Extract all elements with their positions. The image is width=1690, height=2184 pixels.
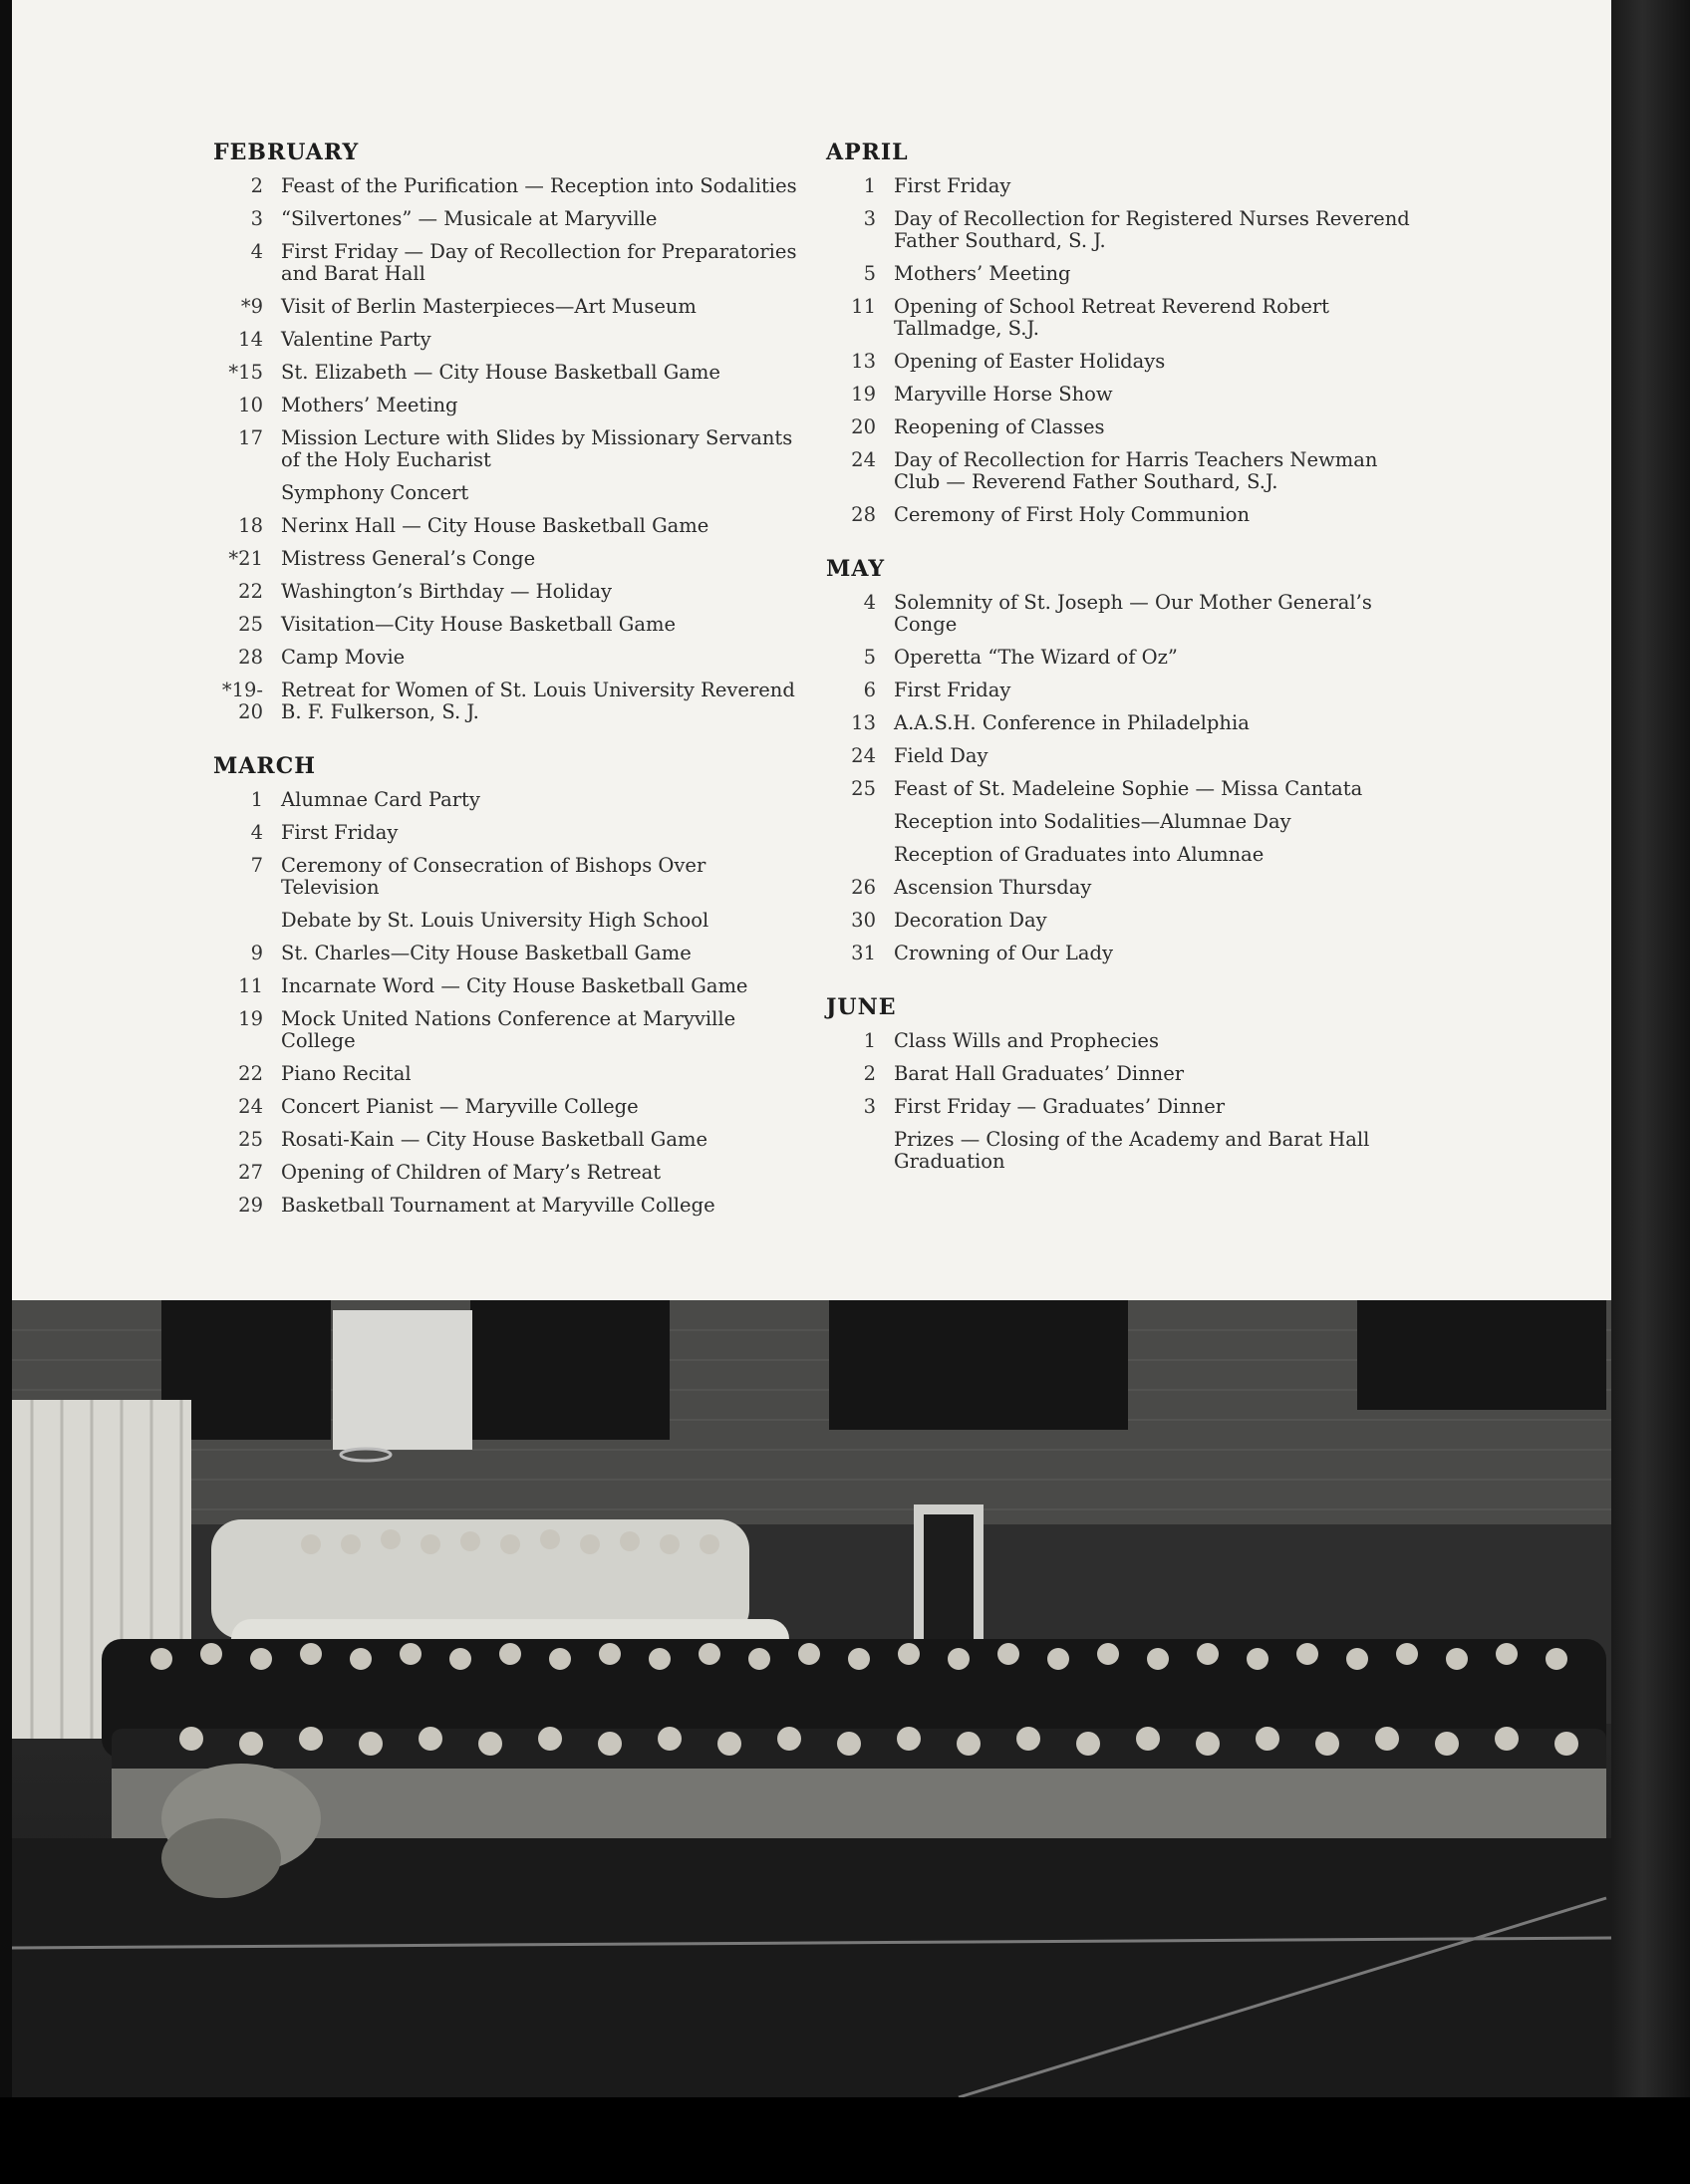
- entry-day: 11: [851, 295, 876, 318]
- entry-text: Ascension Thursday: [894, 876, 1092, 899]
- entry-day: 29: [238, 1194, 263, 1217]
- entry-text: Nerinx Hall — City House Basketball Game: [281, 514, 709, 537]
- calendar-entry: [814, 1096, 1422, 1118]
- entry-text: Field Day: [894, 744, 988, 767]
- entry-day: 10: [238, 394, 263, 416]
- entry-list: [814, 592, 1422, 964]
- calendar-entry: [814, 680, 1422, 701]
- entry-text: Prizes — Closing of the Academy and Barat Hall Graduation: [894, 1128, 1370, 1173]
- entry-day: 19: [238, 1007, 263, 1030]
- entry-day: 9: [250, 942, 263, 964]
- calendar-entry: [201, 241, 809, 285]
- entry-day: 4: [863, 591, 876, 614]
- calendar-entry: [814, 504, 1422, 526]
- entry-text: St. Charles—City House Basketball Game: [281, 942, 692, 964]
- calendar-entry: [814, 943, 1422, 964]
- entry-text: Solemnity of St. Joseph — Our Mother General’s Conge: [894, 591, 1372, 636]
- entry-day: 3: [250, 207, 263, 230]
- entry-day: 7: [250, 854, 263, 877]
- entry-day: 22: [238, 1062, 263, 1085]
- calendar-entry: [814, 296, 1422, 340]
- month-heading: MAY: [826, 556, 886, 582]
- basketball-backboard: [333, 1310, 472, 1450]
- calendar-entry: [814, 1063, 1422, 1085]
- entry-text: Debate by St. Louis University High School: [281, 909, 709, 932]
- calendar-entry: [201, 975, 809, 997]
- entry-day: 28: [238, 646, 263, 669]
- calendar-entry: [814, 844, 1422, 866]
- window: [470, 1300, 670, 1440]
- entry-text: Day of Recollection for Registered Nurses Reverend Father Southard, S. J.: [894, 207, 1410, 252]
- calendar-entry: [201, 515, 809, 537]
- entry-text: Class Wills and Prophecies: [894, 1029, 1159, 1052]
- calendar-entry: [814, 910, 1422, 932]
- calendar-entry: [201, 1096, 809, 1118]
- calendar-column-left: [201, 139, 809, 1246]
- calendar-entry: [814, 416, 1422, 438]
- calendar-entry: [201, 1162, 809, 1184]
- entry-day: [201, 910, 281, 932]
- entry-text: Mothers’ Meeting: [894, 262, 1071, 285]
- calendar-entry: [814, 811, 1422, 833]
- calendar-entry: [814, 175, 1422, 197]
- month-section: [814, 994, 1422, 1173]
- entry-list: [814, 1030, 1422, 1173]
- entry-text: St. Elizabeth — City House Basketball Game: [281, 361, 720, 384]
- entry-day: 17: [238, 426, 263, 449]
- entry-text: Mistress General’s Conge: [281, 547, 536, 570]
- entry-day: 18: [238, 514, 263, 537]
- yearbook-page: [12, 0, 1611, 2097]
- calendar-entry: [814, 449, 1422, 493]
- entry-day: 25: [851, 777, 876, 800]
- entry-list: [201, 789, 809, 1217]
- calendar-entry: [201, 208, 809, 230]
- entry-day: 24: [238, 1095, 263, 1118]
- month-heading: APRIL: [826, 139, 909, 165]
- entry-text: Basketball Tournament at Maryville College: [281, 1194, 715, 1217]
- entry-day: 20: [851, 415, 876, 438]
- month-section: [201, 139, 809, 723]
- entry-day: [814, 811, 894, 833]
- entry-text: Symphony Concert: [281, 481, 469, 504]
- entry-text: Mothers’ Meeting: [281, 394, 458, 416]
- calendar-entry: [814, 263, 1422, 285]
- entry-day: 22: [238, 580, 263, 603]
- entry-day: 4: [250, 821, 263, 844]
- calendar-entry: [201, 1008, 809, 1052]
- entry-day: 5: [863, 646, 876, 669]
- entry-text: First Friday — Graduates’ Dinner: [894, 1095, 1226, 1118]
- entry-text: First Friday: [281, 821, 399, 844]
- calendar-entry: [201, 789, 809, 811]
- entry-text: First Friday: [894, 679, 1011, 701]
- entry-text: Ceremony of Consecration of Bishops Over Television: [281, 854, 706, 899]
- entry-day: [201, 482, 281, 504]
- entry-text: First Friday: [894, 174, 1011, 197]
- entry-day: 30: [851, 909, 876, 932]
- calendar-entry: [201, 910, 809, 932]
- calendar-entry: [201, 1129, 809, 1151]
- calendar-entry: [201, 395, 809, 416]
- entry-text: Operetta “The Wizard of Oz”: [894, 646, 1178, 669]
- entry-day: 25: [238, 613, 263, 636]
- gymnasium-group-photo: [12, 1300, 1611, 2097]
- entry-day: *9: [240, 295, 263, 318]
- entry-list: [201, 175, 809, 723]
- entry-text: Piano Recital: [281, 1062, 412, 1085]
- entry-day: 1: [863, 174, 876, 197]
- entry-day: 19: [851, 383, 876, 406]
- entry-text: A.A.S.H. Conference in Philadelphia: [894, 711, 1250, 734]
- calendar-entry: [201, 647, 809, 669]
- calendar-entry: [814, 351, 1422, 373]
- calendar-entry: [814, 778, 1422, 800]
- calendar-entry: [201, 362, 809, 384]
- entry-day: *19-20: [221, 679, 263, 723]
- entry-text: Valentine Party: [281, 328, 431, 351]
- entry-text: Retreat for Women of St. Louis University Reverend B. F. Fulkerson, S. J.: [281, 679, 795, 723]
- calendar-entry: [814, 712, 1422, 734]
- month-section: [814, 139, 1422, 526]
- month-section: [201, 753, 809, 1217]
- entry-text: Rosati-Kain — City House Basketball Game: [281, 1128, 708, 1151]
- entry-text: Alumnae Card Party: [281, 788, 480, 811]
- window: [829, 1300, 1128, 1430]
- entry-day: 24: [851, 744, 876, 767]
- scan-border: [0, 2097, 1690, 2184]
- entry-text: “Silvertones” — Musicale at Maryville: [281, 207, 658, 230]
- month-heading: MARCH: [213, 753, 317, 779]
- entry-day: *21: [228, 547, 263, 570]
- window: [1357, 1300, 1606, 1410]
- calendar-entry: [814, 208, 1422, 252]
- entry-text: Visitation—City House Basketball Game: [281, 613, 676, 636]
- entry-day: [814, 844, 894, 866]
- calendar-column-right: [814, 139, 1422, 1203]
- entry-text: Reopening of Classes: [894, 415, 1105, 438]
- calendar-entry: [201, 614, 809, 636]
- entry-text: Concert Pianist — Maryville College: [281, 1095, 639, 1118]
- entry-text: Camp Movie: [281, 646, 406, 669]
- entry-text: Decoration Day: [894, 909, 1047, 932]
- entry-day: [814, 1129, 894, 1173]
- book-binding-edge: [1611, 0, 1690, 2184]
- entry-text: Day of Recollection for Harris Teachers Newman Club — Reverend Father Southard, S.J.: [894, 448, 1378, 493]
- entry-text: Washington’s Birthday — Holiday: [281, 580, 613, 603]
- calendar-entry: [201, 1195, 809, 1217]
- month-section: [814, 556, 1422, 964]
- calendar-entry: [201, 329, 809, 351]
- calendar-entry: [814, 877, 1422, 899]
- entry-day: 14: [238, 328, 263, 351]
- entry-day: 11: [238, 974, 263, 997]
- entry-text: Reception into Sodalities—Alumnae Day: [894, 810, 1291, 833]
- calendar-entry: [814, 1030, 1422, 1052]
- calendar-entry: [814, 384, 1422, 406]
- entry-text: Mock United Nations Conference at Maryville College: [281, 1007, 736, 1052]
- entry-day: *15: [228, 361, 263, 384]
- entry-day: 3: [863, 1095, 876, 1118]
- entry-text: Crowning of Our Lady: [894, 942, 1114, 964]
- entry-day: 31: [851, 942, 876, 964]
- entry-day: 25: [238, 1128, 263, 1151]
- entry-text: First Friday — Day of Recollection for Preparatories and Barat Hall: [281, 240, 797, 285]
- calendar-entry: [814, 592, 1422, 636]
- month-heading: JUNE: [826, 994, 897, 1020]
- entry-day: 2: [863, 1062, 876, 1085]
- calendar-entry: [201, 1063, 809, 1085]
- entry-text: Maryville Horse Show: [894, 383, 1113, 406]
- month-heading: FEBRUARY: [213, 139, 360, 165]
- entry-day: 13: [851, 350, 876, 373]
- entry-text: Incarnate Word — City House Basketball Game: [281, 974, 748, 997]
- entry-text: Feast of the Purification — Reception into Sodalities: [281, 174, 797, 197]
- entry-day: 4: [250, 240, 263, 263]
- calendar-entry: [814, 1129, 1422, 1173]
- calendar-entry: [201, 943, 809, 964]
- entry-text: Ceremony of First Holy Communion: [894, 503, 1251, 526]
- calendar-entry: [201, 175, 809, 197]
- calendar-entry: [201, 680, 809, 723]
- entry-text: Opening of School Retreat Reverend Robert Tallmadge, S.J.: [894, 295, 1330, 340]
- entry-day: 1: [863, 1029, 876, 1052]
- entry-day: 26: [851, 876, 876, 899]
- calendar-entry: [201, 427, 809, 471]
- entry-text: Opening of Children of Mary’s Retreat: [281, 1161, 662, 1184]
- entry-text: Feast of St. Madeleine Sophie — Missa Cantata: [894, 777, 1363, 800]
- entry-day: 6: [863, 679, 876, 701]
- entry-text: Mission Lecture with Slides by Missionary Servants of the Holy Eucharist: [281, 426, 793, 471]
- entry-day: 3: [863, 207, 876, 230]
- photo-illustration: [12, 1300, 1611, 2097]
- calendar-entry: [201, 296, 809, 318]
- entry-day: 5: [863, 262, 876, 285]
- entry-day: 1: [250, 788, 263, 811]
- entry-day: 13: [851, 711, 876, 734]
- entry-day: 2: [250, 174, 263, 197]
- entry-text: Reception of Graduates into Alumnae: [894, 843, 1265, 866]
- entry-day: 27: [238, 1161, 263, 1184]
- entry-day: 28: [851, 503, 876, 526]
- calendar-entry: [201, 548, 809, 570]
- entry-list: [814, 175, 1422, 526]
- entry-text: Barat Hall Graduates’ Dinner: [894, 1062, 1185, 1085]
- calendar-entry: [201, 482, 809, 504]
- calendar-entry: [201, 855, 809, 899]
- calendar-entry: [814, 647, 1422, 669]
- calendar-entry: [814, 745, 1422, 767]
- calendar-entry: [201, 581, 809, 603]
- calendar-entry: [201, 822, 809, 844]
- entry-text: Visit of Berlin Masterpieces—Art Museum: [281, 295, 697, 318]
- entry-day: 24: [851, 448, 876, 471]
- entry-text: Opening of Easter Holidays: [894, 350, 1166, 373]
